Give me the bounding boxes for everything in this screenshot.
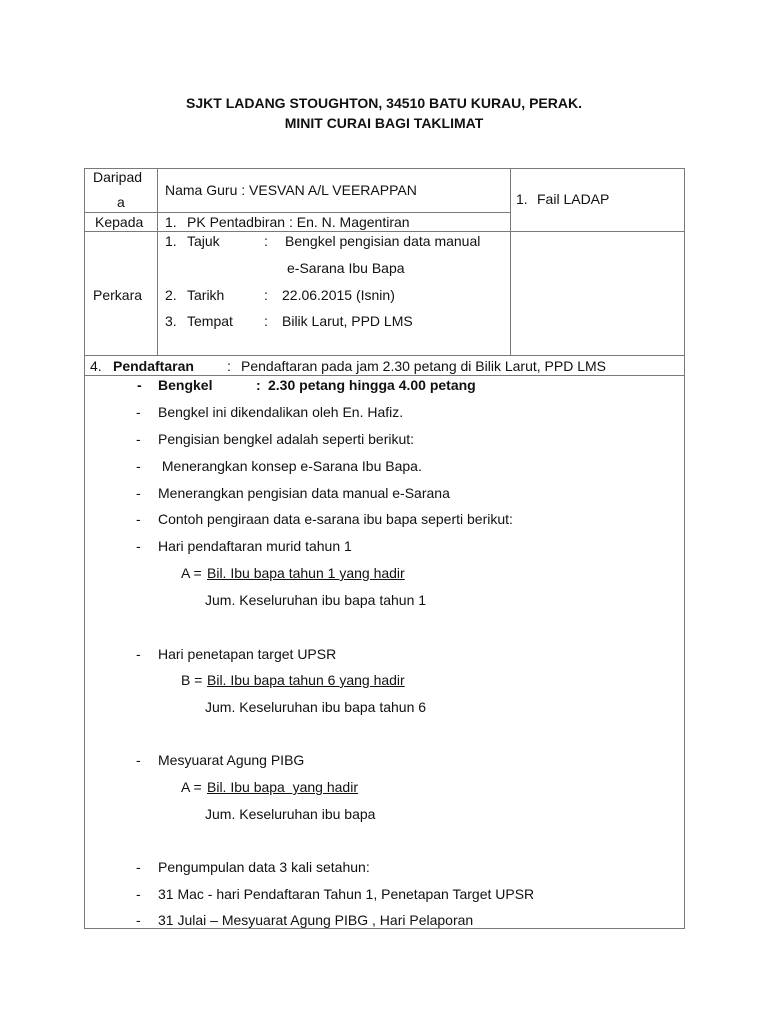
perkara-sep: : <box>264 233 268 249</box>
kepada-value: PK Pentadbiran : En. N. Magentiran <box>187 214 410 230</box>
formula-denominator: Jum. Keseluruhan ibu bapa tahun 1 <box>205 592 427 608</box>
formula-prefix: A = <box>181 779 206 795</box>
perkara-value: Bengkel pengisian data manual <box>285 233 481 249</box>
pendaftaran-label: Pendaftaran <box>113 358 194 374</box>
school-title: SJKT LADANG STOUGHTON, 34510 BATU KURAU, PERAK. <box>186 95 582 111</box>
list-item: Hari pendaftaran murid tahun 1 <box>158 538 352 554</box>
formula-denominator: Jum. Keseluruhan ibu bapa <box>205 806 376 822</box>
bengkel-label: Bengkel <box>158 377 213 393</box>
perkara-key: Tarikh <box>187 287 225 303</box>
list-item: Mesyuarat Agung PIBG <box>158 752 305 768</box>
bullet-dash: - <box>136 485 141 501</box>
bengkel-dash: - <box>137 377 142 393</box>
bullet-dash: - <box>136 752 141 768</box>
bullet-dash: - <box>136 912 141 928</box>
pendaftaran-sep: : <box>227 358 231 374</box>
pendaftaran-value: Pendaftaran pada jam 2.30 petang di Bilik Larut, PPD LMS <box>241 358 606 374</box>
list-item: Pengumpulan data 3 kali setahun: <box>158 859 370 875</box>
perkara-sep: : <box>264 313 268 329</box>
list-item: Contoh pengiraan data e-sarana ibu bapa seperti berikut: <box>158 511 513 527</box>
perkara-value: e-Sarana Ibu Bapa <box>287 260 405 276</box>
bengkel-time: 2.30 petang hingga 4.00 petang <box>268 377 476 393</box>
document-title: MINIT CURAI BAGI TAKLIMAT <box>284 115 484 131</box>
perkara-sep: : <box>264 287 268 303</box>
pendaftaran-num: 4. <box>90 358 102 374</box>
formula-numerator: Bil. Ibu bapa tahun 6 yang hadir <box>207 672 405 688</box>
bullet-dash: - <box>136 511 141 527</box>
nama-guru: Nama Guru : VESVAN A/L VEERAPPAN <box>165 182 417 198</box>
list-item: Pengisian bengkel adalah seperti berikut: <box>158 431 415 447</box>
kepada-number: 1. <box>165 214 177 230</box>
perkara-value: 22.06.2015 (Isnin) <box>282 287 395 303</box>
perkara-key: Tempat <box>187 313 233 329</box>
formula-prefix: B = <box>181 672 207 688</box>
list-item: Bengkel ini dikendalikan oleh En. Hafiz. <box>158 404 404 420</box>
bullet-dash: - <box>136 538 141 554</box>
list-item: Menerangkan pengisian data manual e-Sarana <box>158 485 450 501</box>
list-item: 31 Julai – Mesyuarat Agung PIBG , Hari Pelaporan <box>158 912 474 928</box>
bullet-dash: - <box>136 404 141 420</box>
perkara-value: Bilik Larut, PPD LMS <box>282 313 413 329</box>
bullet-dash: - <box>136 886 141 902</box>
bullet-dash: - <box>136 458 141 474</box>
formula-numerator: Bil. Ibu bapa yang hadir <box>207 779 358 795</box>
daripada-label: Daripad <box>93 169 143 185</box>
list-item: Menerangkan konsep e-Sarana Ibu Bapa. <box>158 458 422 474</box>
fail-number: 1. <box>516 191 528 207</box>
perkara-key: Tajuk <box>187 233 220 249</box>
perkara-num: 2. <box>165 287 177 303</box>
bengkel-sep: : <box>256 377 261 393</box>
list-item: Hari penetapan target UPSR <box>158 646 337 662</box>
perkara-label: Perkara <box>93 287 143 303</box>
perkara-num: 3. <box>165 313 177 329</box>
kepada-label: Kepada <box>95 214 144 230</box>
bullet-dash: - <box>136 431 141 447</box>
bullet-dash: - <box>136 859 141 875</box>
formula-numerator: Bil. Ibu bapa tahun 1 yang hadir <box>207 565 405 581</box>
formula-denominator: Jum. Keseluruhan ibu bapa tahun 6 <box>205 699 427 715</box>
bullet-dash: - <box>136 646 141 662</box>
perkara-num: 1. <box>165 233 177 249</box>
list-item: 31 Mac - hari Pendaftaran Tahun 1, Penetapan Target UPSR <box>158 886 535 902</box>
formula-prefix: A = <box>181 565 206 581</box>
daripada-label-wrap: a <box>117 194 125 210</box>
fail-ladap: Fail LADAP <box>537 191 610 207</box>
